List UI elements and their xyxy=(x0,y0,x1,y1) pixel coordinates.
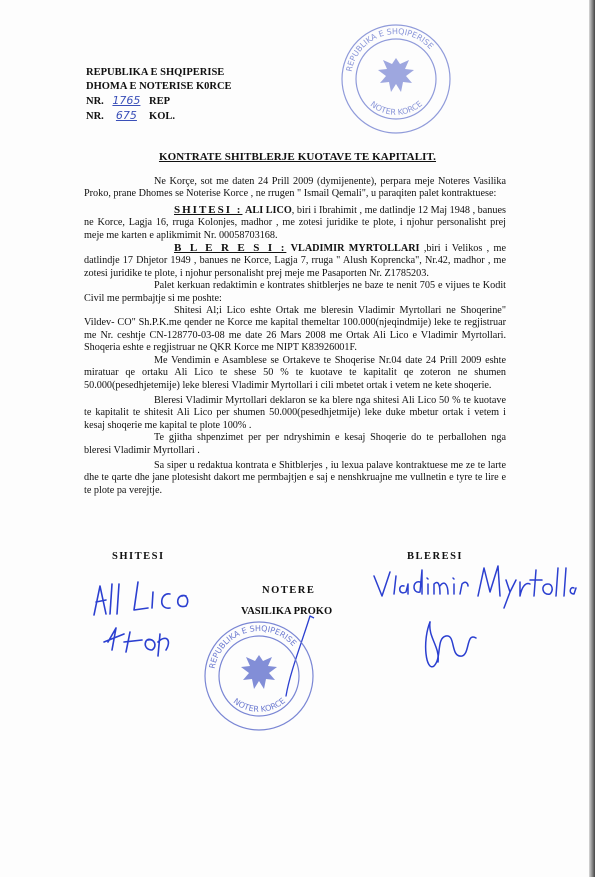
seller-signature-label: SHITESI xyxy=(112,551,165,562)
buyer-label: B L E R E S I : xyxy=(174,242,287,255)
header-rep-line: NR. 1765 REP xyxy=(86,94,171,107)
header-kol-line: NR. 675 KOL. xyxy=(86,109,176,122)
buyer-details: ,biri i Velikos , me datlindje 17 Dhjetor 1949 , banues ne Korce, Lagja 7, rruga " Alush Koprencka", Nr.42, madhor , me zotesi juridike te plote, i njohur personalisht prej meje me Pasaporten Nr. Z1785203. xyxy=(84,243,506,279)
header-chamber: DHOMA E NOTERISE K0RCE xyxy=(86,81,232,92)
buyer-paragraph xyxy=(84,242,506,280)
partnership-paragraph: Shitesi Al;i Lico eshte Ortak me bleresin Vladimir Myrtollari ne Shoqerine" Vildev- CO" Sh.P.K.me qender ne Korce me kapital themeltar 100.000(njeqindmije) leke te regjistruar me Nr. ceshtje CN-128770-03-08 me date 26 Mars 2008 me Ortak Ali Lico e Vladimir Myrtollari. Shoqeria eshte e regjistruar ne QKR Korce me NIPT K83926001F. xyxy=(84,305,506,354)
document-body xyxy=(84,176,506,497)
buyer-signature xyxy=(370,562,585,677)
document-title: KONTRATE SHITBLERJE KUOTAVE TE KAPITALIT. xyxy=(158,151,437,163)
intro-paragraph: Ne Korçe, sot me daten 24 Prill 2009 (dymijenente), perpara meje Noteres Vasilika Proko, prane Dhomes se Noterise Korce , ne rrugen " Ismail Qemali", u paraqiten palet kontraktuese: xyxy=(84,176,506,200)
seller-paragraph xyxy=(84,204,506,242)
notary-stamp-top xyxy=(337,20,455,138)
document-header xyxy=(86,66,232,124)
buyer-name: VLADIMIR MYRTOLLARI xyxy=(290,243,420,255)
kol-number: 675 xyxy=(115,109,137,122)
notary-label: NOTERE xyxy=(262,585,316,596)
scan-edge-shadow xyxy=(589,0,595,877)
seller-signature xyxy=(86,570,196,680)
closing-paragraph: Sa siper u redaktua kontrata e Shitblerjes , iu lexua palave kontraktuese me ze te larte dhe te qarte dhe jane plotesisht dakort me permbajtjen e saj e nenshkruajne me vullnetin e tyre te lire e te plote pa verejtje. xyxy=(84,459,506,496)
notary-name: VASILIKA PROKO xyxy=(241,606,333,617)
eagle-emblem-icon xyxy=(378,58,414,92)
eagle-emblem-icon xyxy=(241,655,277,689)
seller-name: ALI LICO xyxy=(245,204,292,216)
rep-number: 1765 xyxy=(112,94,141,107)
seller-details: , biri i Ibrahimit , me datlindje 12 Maj 1948 , banues ne Korce, Lagja 16, rruga Kolonjes, madhor , me zotesi juridike te plote, i njohur personalisht prej meje me karten e aplikmimit Nr. 00058703168. xyxy=(84,204,506,241)
seller-label: SHITESI : xyxy=(174,203,243,216)
stamp2-top-text: REPUBLIKA E SHQIPERISE xyxy=(207,623,299,670)
header-republic: REPUBLIKA E SHQIPERISE xyxy=(86,67,225,78)
stamp-top-text: REPUBLIKA E SHQIPERISE xyxy=(344,26,436,73)
stamp-bottom-text: NOTER KORCE xyxy=(368,99,424,117)
buyer-signature-label: BLERESI xyxy=(407,551,464,562)
assembly-paragraph: Me Vendimin e Asamblese se Ortakeve te Shoqerise Nr.04 date 24 Prill 2009 eshte miratuar qe ortaku Ali Lico te shese 50 % te kuotave te kapitalit qe zoteron ne shumen 50.000(pesedhjetemije) leke bleresi Vladimir Myrtollari i cili mbetet ortak i vetem ne kete shoqerie. xyxy=(84,354,506,391)
request-paragraph: Palet kerkuan redaktimin e kontrates shitblerjes ne baze te nenit 705 e vijues te Kodit Civil me permbajtje si me poshte: xyxy=(84,280,506,304)
declaration-paragraph: Bleresi Vladimir Myrtollari deklaron se ka blere nga shitesi Ali Lico 50 % te kuotave te kapitalit te shitesit Ali Lico per shumen 50.000(pesedhjetmije) leke duke mbetur ortak i vetem i kesaj shoqerie me kapital te plote 100% . xyxy=(84,394,506,431)
notary-stamp-bottom xyxy=(200,617,318,735)
expenses-paragraph: Te gjitha shpenzimet per per ndryshimin e kesaj Shoqerie do te perballohen nga bleresi Vladimir Myrtollari . xyxy=(84,432,506,456)
stamp2-bottom-text: NOTER KORCE xyxy=(231,696,287,714)
